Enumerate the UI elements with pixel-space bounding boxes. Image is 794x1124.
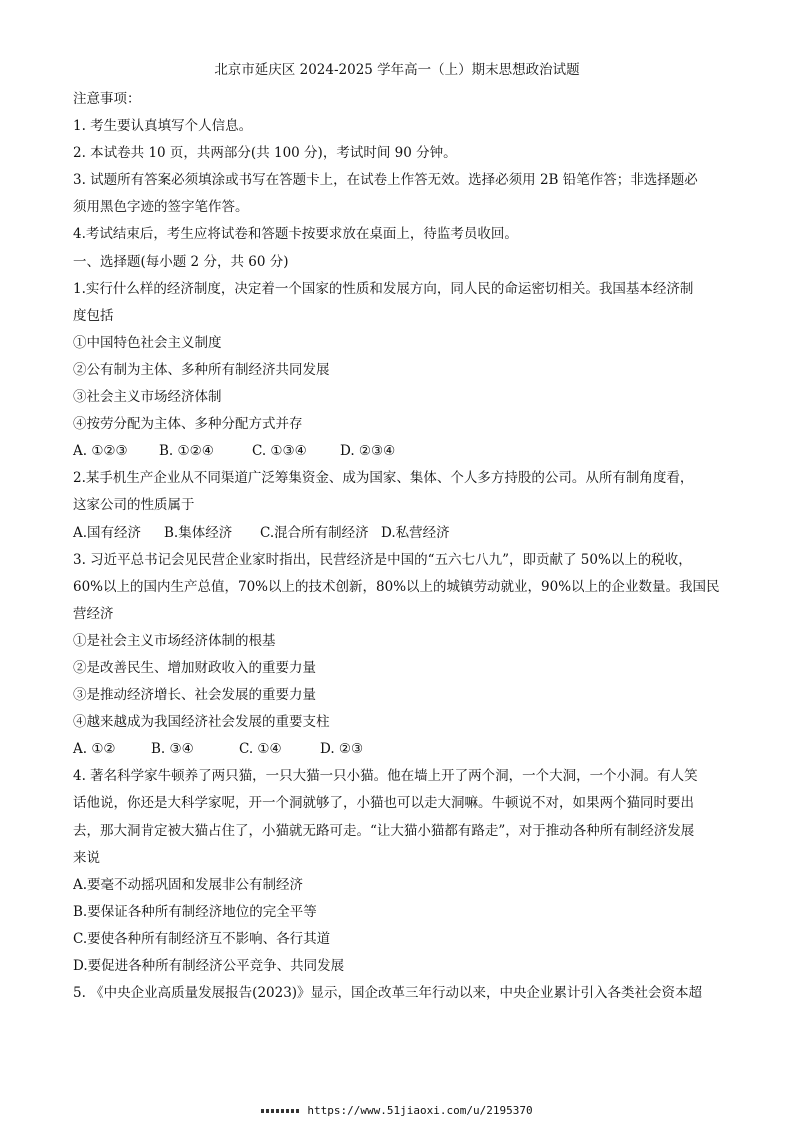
section-heading: 一、选择题(每小题 2 分，共 60 分)	[73, 253, 289, 270]
question-3	[73, 547, 723, 764]
notice-item: 须用黑色字迹的签字笔作答。	[73, 199, 249, 216]
question-1	[73, 276, 723, 466]
statement-item: ①是社会主义市场经济体制的根基	[73, 632, 276, 649]
choice-c: C.要使各种所有制经济互不影响、各行其道	[73, 930, 331, 947]
question-stem: 2.某手机生产企业从不同渠道广泛筹集资金、成为国家、集体、个人多方持股的公司。从所有制角度看，	[73, 470, 694, 487]
question-stem: 5. 《中央企业高质量发展报告(2023)》显示，国企改革三年行动以来，中央企业累计引入各类社会资本超	[73, 985, 703, 1002]
choice-a: A.要毫不动摇巩固和发展非公有制经济	[73, 876, 304, 893]
question-stem: 来说	[73, 849, 100, 866]
option-c: C.混合所有制经济	[260, 524, 369, 541]
option-c: C. ①③④	[252, 443, 307, 460]
option-b: B. ③④	[151, 741, 194, 758]
option-c: C. ①④	[239, 741, 282, 758]
question-stem: 话他说，你还是大科学家呢，开一个洞就够了，小猫也可以走大洞嘛。牛顿说不对，如果两个猫同时要出	[73, 795, 694, 812]
notice-heading: 注意事项：	[73, 91, 141, 107]
question-stem: 4. 著名科学家牛顿养了两只猫，一只大猫一只小猫。他在墙上开了两个洞，一个大洞，一个小洞。有人笑	[73, 768, 698, 785]
question-stem: 这家公司的性质属于	[73, 497, 195, 514]
exam-body	[73, 86, 723, 1007]
option-d: D. ②③	[320, 741, 364, 758]
question-stem: 度包括	[73, 307, 114, 324]
notice-item: 2. 本试卷共 10 页，共两部分(共 100 分)，考试时间 90 分钟。	[73, 145, 457, 162]
statement-item: ③是推动经济增长、社会发展的重要力量	[73, 687, 316, 704]
option-a: A.国有经济	[73, 524, 142, 541]
notice-section	[73, 86, 723, 249]
statement-item: ③社会主义市场经济体制	[73, 389, 222, 406]
question-stem: 3. 习近平总书记会见民营企业家时指出，民营经济是中国的“五六七八九”，即贡献了 50%以上的税收，	[73, 551, 692, 568]
option-b: B.集体经济	[164, 524, 233, 541]
notice-item: 3. 试题所有答案必须填涂或书写在答题卡上，在试卷上作答无效。选择必须用 2B 铅笔作答；非选择题必	[73, 172, 698, 189]
option-b: B. ①②④	[159, 443, 214, 460]
option-a: A. ①②③	[73, 443, 128, 460]
question-5	[73, 980, 723, 1007]
statement-item: ②是改善民生、增加财政收入的重要力量	[73, 659, 316, 676]
choice-b: B.要保证各种所有制经济地位的完全平等	[73, 903, 317, 920]
statement-item: ①中国特色社会主义制度	[73, 334, 222, 351]
notice-item: 4.考试结束后，考生应将试卷和答题卡按要求放在桌面上，待监考员收回。	[73, 226, 518, 243]
statement-item: ④按劳分配为主体、多种分配方式并存	[73, 416, 303, 433]
question-stem: 1.实行什么样的经济制度，决定着一个国家的性质和发展方向，同人民的命运密切相关。我国基本经济制	[73, 280, 694, 297]
option-d: D. ②③④	[340, 443, 396, 460]
notice-item: 1. 考生要认真填写个人信息。	[73, 118, 253, 135]
question-stem: 60%以上的国内生产总值，70%以上的技术创新，80%以上的城镇劳动就业，90%以上的企业数量。我国民	[73, 578, 720, 595]
statement-item: ④越来越成为我国经济社会发展的重要支柱	[73, 714, 330, 731]
option-d: D.私营经济	[381, 524, 450, 541]
watermark-icon	[261, 1109, 301, 1113]
answer-options	[73, 520, 723, 547]
exam-title: 北京市延庆区 2024-2025 学年高一（上）期末思想政治试题	[214, 62, 580, 78]
question-2	[73, 465, 723, 546]
page-footer	[0, 1104, 794, 1118]
question-stem: 去，那大洞肯定被大猫占住了，小猫就无路可走。“让大猫小猫都有路走”，对于推动各种所有制经济发展	[73, 822, 695, 839]
answer-options	[73, 438, 723, 465]
answer-options	[73, 736, 723, 763]
choice-d: D.要促进各种所有制经济公平竞争、共同发展	[73, 958, 345, 974]
footer-url[interactable]: https://www.51jiaoxi.com/u/2195370	[307, 1104, 533, 1117]
question-stem: 营经济	[73, 605, 114, 622]
option-a: A. ①②	[73, 741, 116, 758]
statement-item: ②公有制为主体、多种所有制经济共同发展	[73, 361, 330, 378]
question-4	[73, 763, 723, 980]
